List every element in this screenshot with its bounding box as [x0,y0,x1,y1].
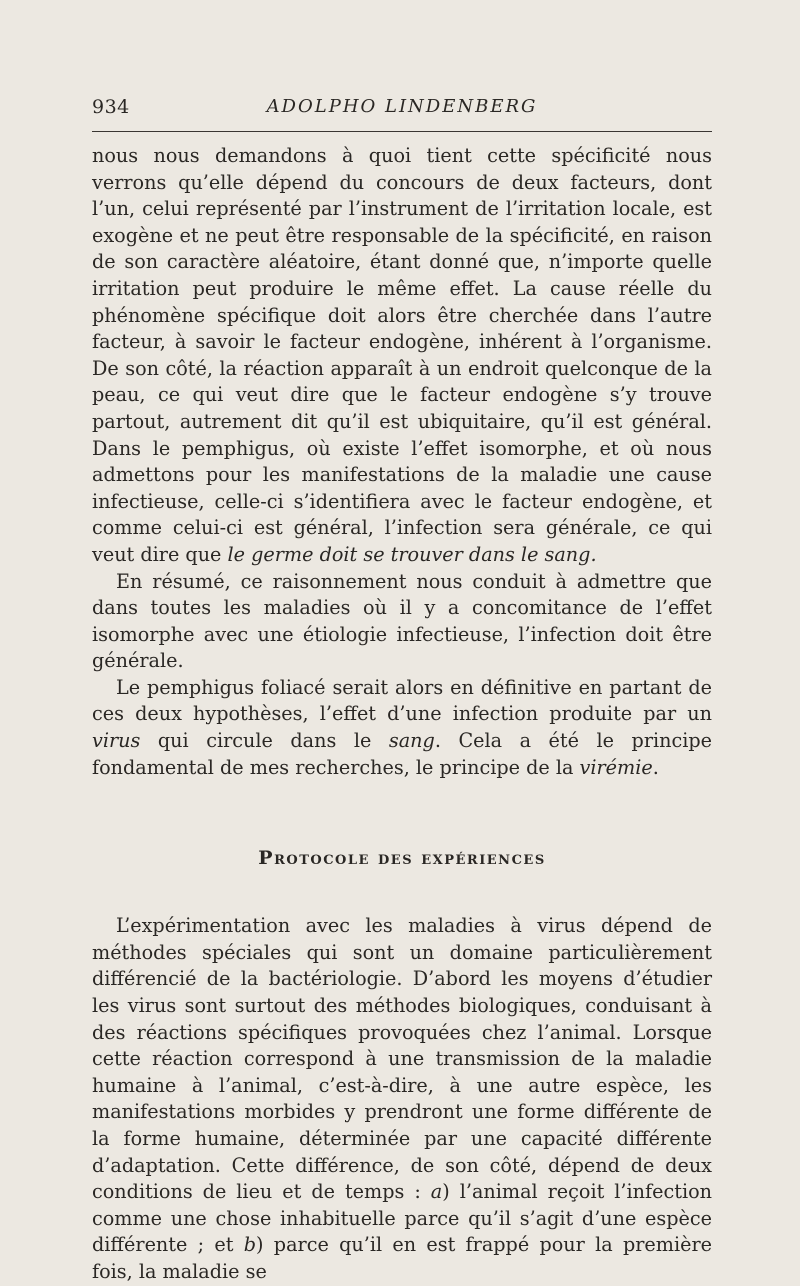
section-paragraph-text-c: ) parce qu’il en est frappé pour la première fois, la maladie se [92,1233,712,1283]
paragraph-2 [92,569,712,675]
section-paragraph-b: b [243,1233,257,1257]
section-paragraph-text-b: ) l’animal reçoit l’infection comme une chose inhabituelle parce qu’il s’agit d’une espèce différente ; et [92,1180,712,1257]
paragraph-3-text-d: . [652,755,659,779]
paragraph-3-sang: sang [388,729,435,753]
section-paragraph-a: a [430,1180,443,1204]
paragraph-3 [92,675,712,781]
paragraph-3-text-c: . Cela a été le principe fondamental de mes recherches, le principe de la [92,729,713,779]
paragraph-3-text-b: qui circule dans le [140,729,389,753]
running-head [92,96,712,126]
paragraph-1-italic: le germe doit se trouver dans le sang. [227,542,597,566]
header-rule [92,131,712,132]
paragraph-3-text-a: Le pemphigus foliacé serait alors en définitive en partant de ces deux hypothèses, l’effet d’une infection produite par un [92,675,712,726]
paragraph-1 [92,143,712,569]
paragraph-3-viremie: virémie [579,755,653,779]
body-text [92,143,712,1286]
section-heading: Protocole des expériences [258,847,546,870]
running-title: ADOLPHO LINDENBERG [266,96,538,117]
paragraph-2-text: En résumé, ce raisonnement nous conduit à admettre que dans toutes les maladies où il y a concomitance de l’effet isomorphe avec une étiologie infectieuse, l’infection doit être générale. [92,569,712,673]
section-paragraph-text-a: L’expérimentation avec les maladies à virus dépend de méthodes spéciales qui sont un domaine particulièrement différencié de la bactériologie. D’abord les moyens d’étudier les virus sont surtout des méthodes biologiques, conduisant à des réactions spécifiques provoquées chez l’animal. Lorsque cette réaction correspond à une transmission de la maladie humaine à l’animal, c’est-à-dire, à une autre espèce, les manifestations morbides y prendront une forme différente de la forme humaine, déterminée par une capacité différente d’adaptation. Cette différence, de son côté, dépend de deux conditions de lieu et de temps : [92,914,712,1204]
paragraph-3-virus: virus [92,729,141,753]
page-number: 934 [92,96,130,118]
section-paragraph [92,913,712,1285]
paragraph-1-text: nous nous demandons à quoi tient cette spécificité nous verrons qu’elle dépend du concours de deux facteurs, dont l’un, celui représenté par l’instrument de l’irritation locale, est exogène et ne peut être responsable de la spécificité, en raison de son caractère aléatoire, étant donné que, n’importe quelle irritation peut produire le même effet. La cause réelle du phénomène spécifique doit alors être cherchée dans l’autre facteur, à savoir le facteur endogène, inhérent à l’organisme. De son côté, la réaction apparaît à un endroit quelconque de la peau, ce qui veut dire que le facteur endogène s’y trouve partout, autrement dit qu’il est ubiquitaire, qu’il est général. Dans le pemphigus, où existe l’effet isomorphe, et où nous admettons pour les manifestations de la maladie une cause infectieuse, celle-ci s’identifiera avec le facteur endogène, et comme celui-ci est général, l’infection sera générale, ce qui veut dire que [92,144,712,566]
